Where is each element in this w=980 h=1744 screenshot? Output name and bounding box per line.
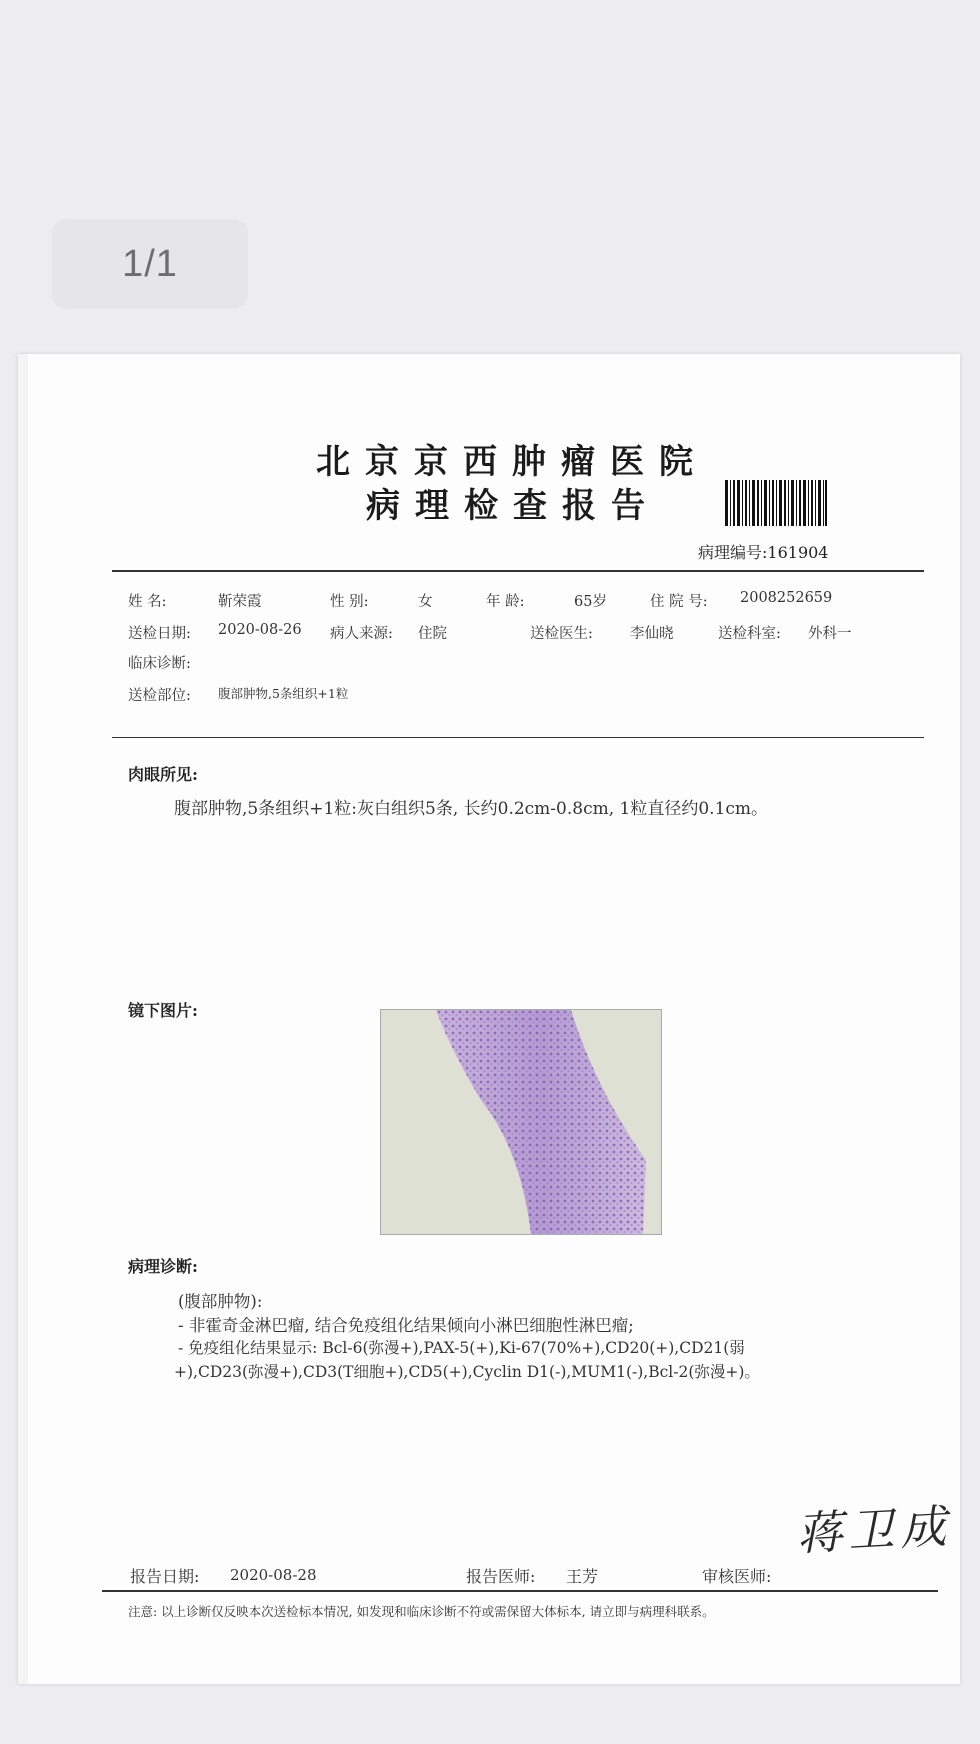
pathology-number-label: 病理编号: <box>698 543 768 562</box>
gross-label: 肉眼所见: <box>128 765 198 784</box>
reviewer-signature: 蒋卫成 <box>794 1498 954 1562</box>
microscopy-image <box>380 1009 662 1235</box>
report-date-value: 2020-08-28 <box>230 1566 317 1584</box>
admission-value: 2008252659 <box>740 590 833 606</box>
diagnosis-line-2: - 非霍奇金淋巴瘤, 结合免疫组化结果倾向小淋巴细胞性淋巴瘤; <box>178 1316 634 1335</box>
age-value: 65岁 <box>574 594 607 610</box>
report-date-label: 报告日期: <box>130 1567 200 1586</box>
clinical-diagnosis-label: 临床诊断: <box>128 656 191 672</box>
microscopy-label: 镜下图片: <box>128 1001 198 1020</box>
gender-value: 女 <box>418 594 433 610</box>
department-value: 外科一 <box>808 626 852 642</box>
footer-divider <box>102 1590 938 1592</box>
submit-date-value: 2020-08-26 <box>218 622 302 638</box>
diagnosis-line-1: (腹部肿物): <box>178 1292 263 1311</box>
pathology-number-value: 161904 <box>767 543 829 562</box>
report-page <box>18 354 960 1684</box>
reviewer-label: 审核医师: <box>702 1567 772 1586</box>
submit-date-label: 送检日期: <box>128 626 191 642</box>
admission-label: 住 院 号: <box>650 594 708 610</box>
department-label: 送检科室: <box>718 626 781 642</box>
info-divider <box>112 737 924 738</box>
reporter-label: 报告医师: <box>466 1567 536 1586</box>
header-divider <box>112 570 924 572</box>
source-value: 住院 <box>418 626 447 642</box>
source-label: 病人来源: <box>330 626 393 642</box>
submitting-doctor-label: 送检医生: <box>530 626 593 642</box>
name-value: 靳荣霞 <box>218 594 262 610</box>
site-value: 腹部肿物,5条组织+1粒 <box>218 686 349 701</box>
submitting-doctor-value: 李仙晓 <box>630 626 674 642</box>
pathology-number <box>698 540 828 563</box>
page-edge <box>18 354 28 1684</box>
diagnosis-line-3: - 免疫组化结果显示: Bcl-6(弥漫+),PAX-5(+),Ki-67(70%+),CD20(+),CD21(弱 <box>178 1339 745 1357</box>
report-title: 病理检查报告 <box>366 486 660 526</box>
page-indicator: 1/1 <box>52 219 248 309</box>
name-label: 姓 名: <box>128 594 167 610</box>
site-label: 送检部位: <box>128 688 191 704</box>
gender-label: 性 别: <box>330 594 369 610</box>
barcode-icon <box>725 480 827 526</box>
gross-description: 腹部肿物,5条组织+1粒:灰白组织5条, 长约0.2cm-0.8cm, 1粒直径约0.1cm。 <box>174 799 769 819</box>
age-label: 年 龄: <box>486 594 525 610</box>
diagnosis-label: 病理诊断: <box>128 1257 198 1276</box>
diagnosis-line-4: +),CD23(弥漫+),CD3(T细胞+),CD5(+),Cyclin D1(-),MUM1(-),Bcl-2(弥漫+)。 <box>174 1363 760 1381</box>
disclaimer-note: 注意: 以上诊断仅反映本次送检标本情况, 如发现和临床诊断不符或需保留大体标本, 请立即与病理科联系。 <box>128 1604 715 1619</box>
reporter-value: 王芳 <box>566 1567 599 1586</box>
hospital-name: 北京京西肿瘤医院 <box>316 442 708 482</box>
